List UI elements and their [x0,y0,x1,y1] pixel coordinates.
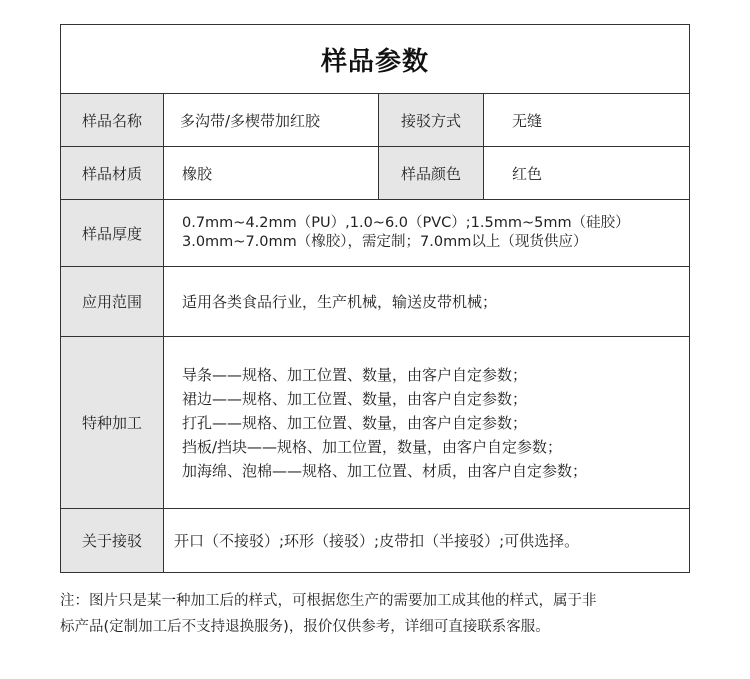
table-title: 样品参数 [61,25,689,94]
thickness-line: 3.0mm~7.0mm（橡胶），需定制；7.0mm以上（现货供应） [182,234,588,250]
processing-line: 导条——规格、加工位置、数量，由客户自定参数； [182,365,528,384]
value-sample-thickness [164,200,691,266]
label-application: 应用范围 [61,267,164,336]
value-sample-name: 多沟带/多楔带加红胶 [180,111,321,130]
processing-line: 裙边——规格、加工位置、数量，由客户自定参数； [182,389,528,408]
value-sample-material: 橡胶 [182,164,213,183]
sample-params-table [60,24,690,573]
row-sample-name [61,94,689,147]
processing-line: 加海绵、泡棉——规格、加工位置、材质，由客户自定参数； [182,461,588,480]
label-sample-thickness: 样品厚度 [61,200,164,266]
footnote-line: 标产品(定制加工后不支持退换服务)，报价仅供参考，详细可直接联系客服。 [60,619,550,635]
row-sample-thickness [61,200,689,267]
row-about-splicing [61,509,689,572]
value-application: 适用各类食品行业，生产机械，输送皮带机械； [182,293,498,311]
value-about-splicing: 开口（不接驳）;环形（接驳）;皮带扣（半接驳）;可供选择。 [174,532,580,550]
value-splice-method: 无缝 [512,111,543,130]
row-application [61,267,689,337]
label-sample-material: 样品材质 [61,147,164,199]
label-about-splicing: 关于接驳 [61,509,164,572]
label-special-processing: 特种加工 [61,337,164,508]
row-sample-material [61,147,689,200]
footnote [60,588,690,640]
row-special-processing [61,337,689,509]
processing-line: 挡板/挡块——规格、加工位置，数量，由客户自定参数； [182,437,563,456]
thickness-line: 0.7mm~4.2mm（PU）,1.0~6.0（PVC）;1.5mm~5mm（硅胶） [182,215,630,231]
label-splice-method: 接驳方式 [378,94,484,146]
label-sample-color: 样品颜色 [378,147,484,199]
processing-line: 打孔——规格、加工位置、数量，由客户自定参数； [182,413,528,432]
value-special-processing [164,337,691,508]
value-sample-color: 红色 [512,164,543,183]
label-sample-name: 样品名称 [61,94,164,146]
footnote-line: 注：图片只是某一种加工后的样式，可根据您生产的需要加工成其他的样式，属于非 [60,593,597,609]
